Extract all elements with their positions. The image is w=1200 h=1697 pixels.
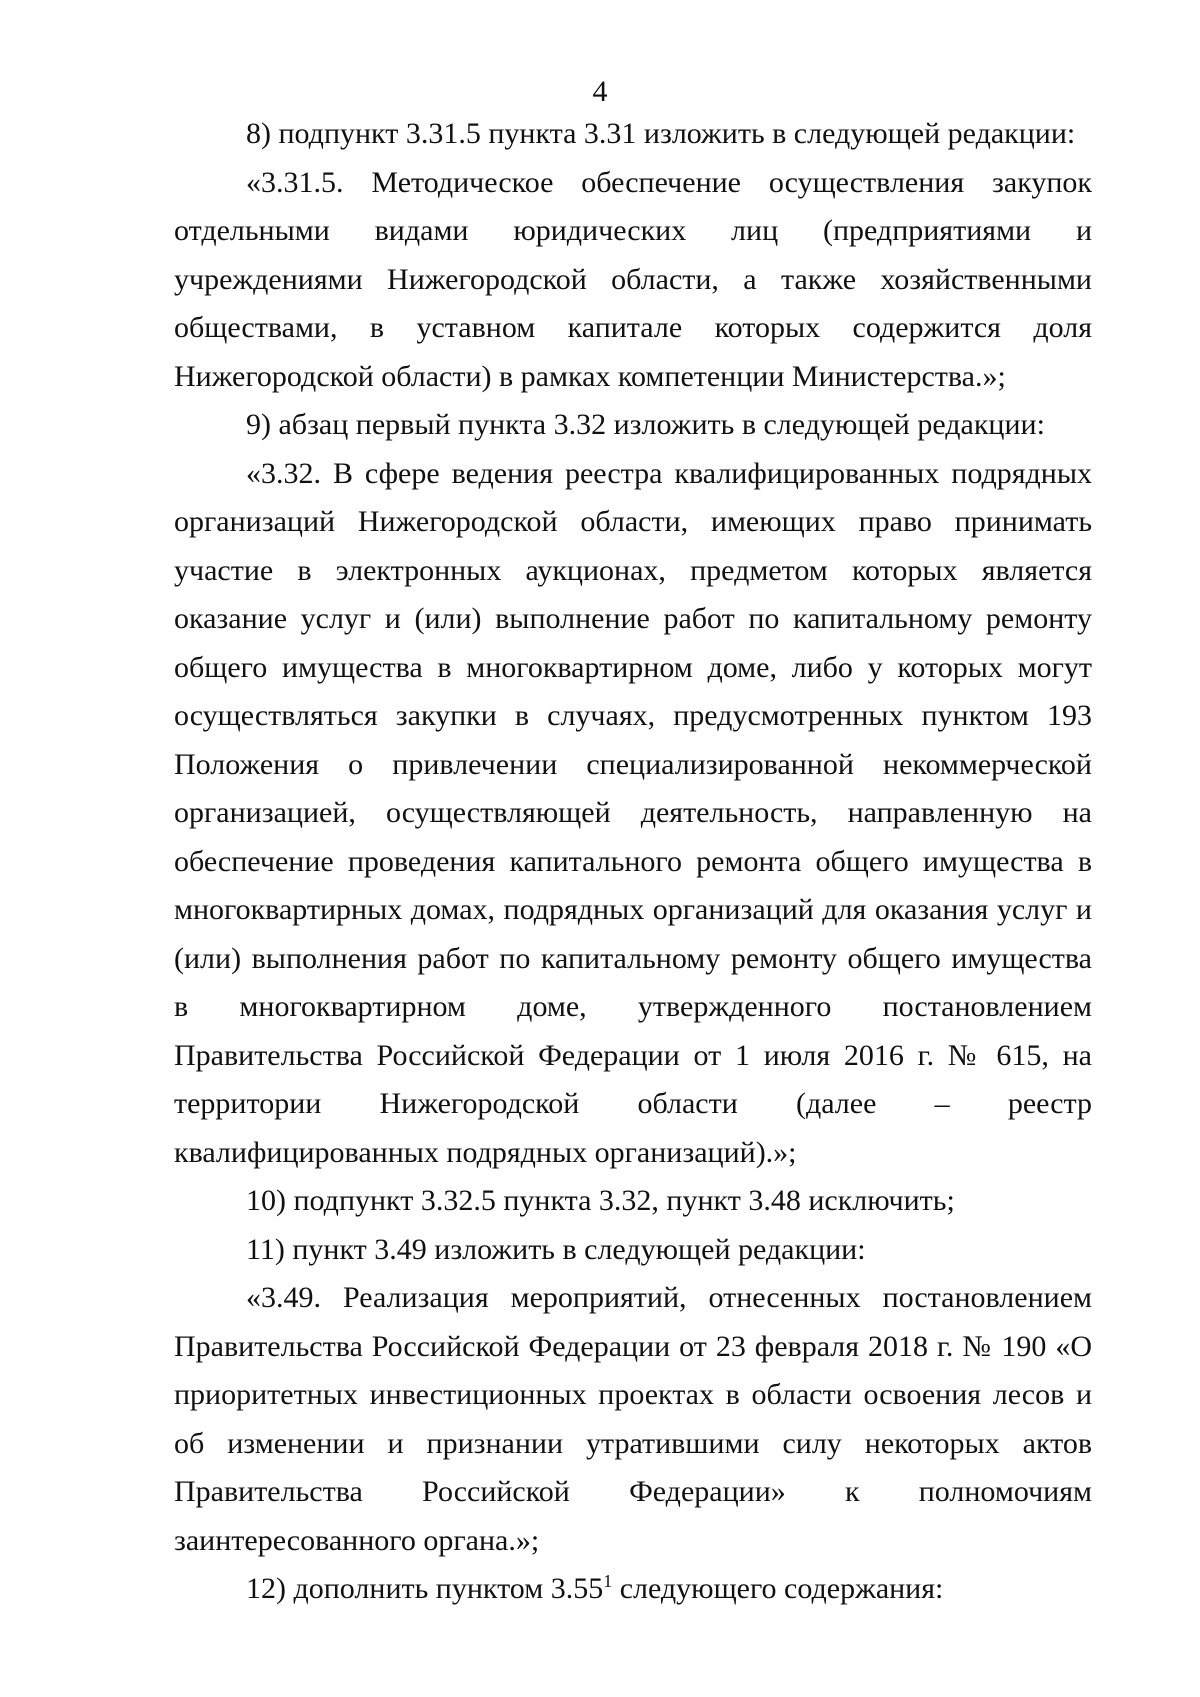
document-body — [174, 110, 1092, 1614]
amendment-item-10: 10) подпункт 3.32.5 пункта 3.32, пункт 3.48 исключить; — [246, 1184, 955, 1217]
amendment-item-12 — [174, 1565, 1092, 1614]
amendment-item-11: 11) пункт 3.49 изложить в следующей редакции: — [246, 1232, 866, 1266]
amendment-item-12-text: 12) дополнить пунктом 3.55 — [246, 1572, 604, 1605]
quoted-clause-3-32: «3.32. В сфере ведения реестра квалифицированных подрядных организаций Нижегородской области, имеющих право принимать участие в электронных аукционах, предметом которых является оказание услуг и (или) выполнение работ по капитальному ремонту общего имущества в многоквартирном доме, либо у которых могут осуществляться закупки в случаях, предусмотренных пунктом 193 Положения о привлечении специализированной некоммерческой организацией, осуществляющей деятельность, направленную на обеспечение проведения капитального ремонта общего имущества в многоквартирных домах, подрядных организаций для оказания услуг и (или) выполнения работ по капитальному ремонту общего имущества в многоквартирном доме, утвержденного постановлением Правительства Российской Федерации от 1 июля 2016 г. № 615, на территории Нижегородской области (далее – реестр квалифицированных подрядных организаций).»; — [174, 456, 1092, 1169]
quoted-clause-3-49: «3.49. Реализация мероприятий, отнесенных постановлением Правительства Российской Федерации от 23 февраля 2018 г. № 190 «О приоритетных инвестиционных проектах в области освоения лесов и об изменении и признании утратившими силу некоторых актов Правительства Российской Федерации» к полномочиям заинтересованного органа.»; — [174, 1281, 1092, 1557]
page-number: 4 — [592, 75, 608, 108]
amendment-item-8: 8) подпункт 3.31.5 пункта 3.31 изложить в следующей редакции: — [246, 117, 1076, 150]
quoted-clause-3-31-5: «3.31.5. Методическое обеспечение осуществления закупок отдельными видами юридических лиц (предприятиями и учреждениями Нижегородской области, а также хозяйственными обществами, в уставном капитале которых содержится доля Нижегородской области) в рамках компетенции Министерства.»; — [174, 165, 1092, 393]
amendment-item-12-tail: следующего содержания: — [612, 1572, 944, 1605]
clause-superscript: 1 — [603, 1571, 613, 1591]
amendment-item-9: 9) абзац первый пункта 3.32 изложить в следующей редакции: — [246, 408, 1045, 441]
